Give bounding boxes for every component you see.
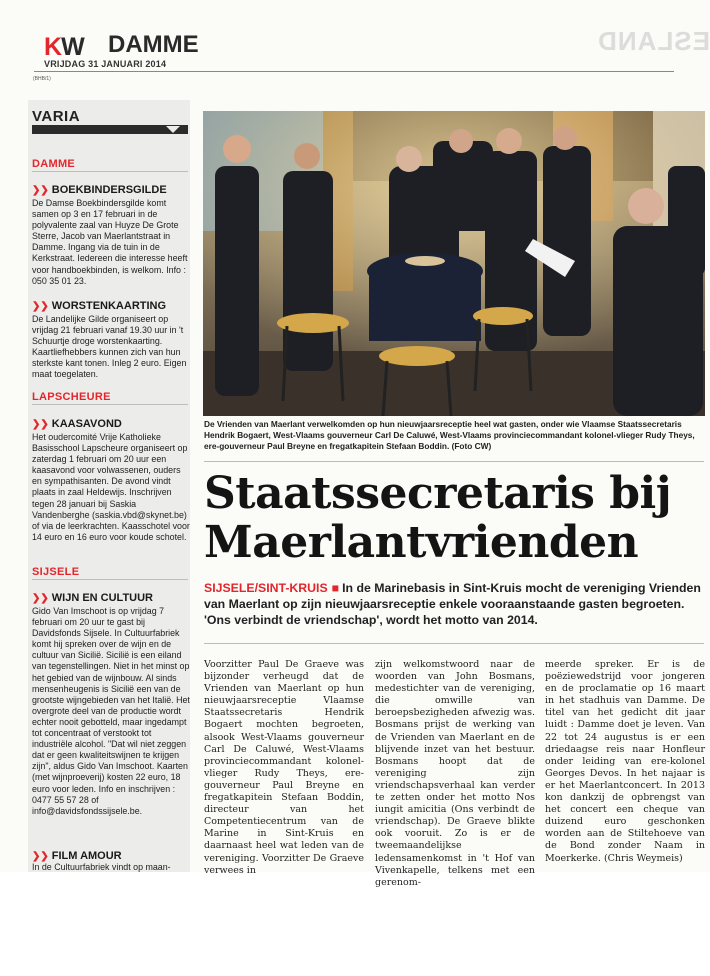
- edition-code: (BHB/1): [33, 76, 51, 82]
- lead-text: In de Marinebasis in Sint-Kruis mocht de vereniging Vrienden van Maerlant op zijn nieuwjaarsreceptie enkele vooraanstaande gasten begroeten. 'Ons verbindt de vriendschap', wordt het motto van 2014.: [204, 581, 701, 627]
- region-title: DAMME: [108, 31, 199, 58]
- headline-line-2: Maerlantvrienden: [204, 517, 639, 568]
- photo-caption: De Vrienden van Maerlant verwelkomden op hun nieuwjaarsreceptie heel wat gasten, onder wie Vlaamse Staatssecretaris Hendrik Bogaert, West-Vlaams gouverneur Carl De Caluwé, West-Vlaams provinciecommandant kolonel-vlieger Rudy Theys, ere-gouverneur Paul Breyne en fregatkapitein Stefaan Boddin. (Foto CW): [204, 419, 695, 451]
- lead-location: SIJSELE/SINT-KRUIS: [204, 581, 328, 595]
- article-lead: [204, 580, 704, 628]
- chevron-icon: ❯❯: [32, 851, 49, 862]
- chevron-icon: ❯❯: [32, 301, 49, 312]
- item-body-boekbindersgilde: De Damse Boekbindersgilde komt samen op 3 en 17 februari in de polyvalente zaal van Huyze De Grote Sterre, Jacob van Maerlantstraat in Damme. Ingang via de tuin in de Kerkstraat. Iedereen die interesse heeft voor handboekbinden, is welkom. Info : 050 35 01 23.: [32, 198, 188, 286]
- item-title-worstenkaarting: ❯❯ WORSTENKAARTING: [32, 300, 167, 312]
- chevron-icon: ❯❯: [32, 185, 49, 196]
- item-body-worstenkaarting: De Landelijke Gilde organiseert op vrijdag 21 februari vanaf 19.30 uur in 't Schuurtje droge worstenkaarting. Kaartliefhebbers kunnen zich van hun sterkste kant tonen. Inleg 2 euro. Eigen maat toegelaten.: [32, 314, 187, 380]
- item-body-wijn-en-cultuur: Gido Van Imschoot is op vrijdag 7 februari om 20 uur te gast bij Davidsfonds Sijsele. In Cultuurfabriek komt hij spreken over de wijn en de cultuur van Sicilië. Sicilië is een eiland van tegenstellingen. Niet in het minst op het gebied van de wijnbouw. Al sinds mensenheugenis is Sicilië een van de grootste wijngebieden van het Italië. Het overgrote deel van de productie wordt echter nooit gebotteld, maar ingedampt tot concentraat of verstookt tot industriële alcohol. "Dat wil niet zeggen dat er geen kwaliteitswijnen te krijgen zijn", aldus Gido Van Imschoot. Kaarten (met wijnproeverij) kosten 22 euro, 18 euro voor leden. Info en inschrijven : 0477 55 57 28 of info@davidsfondssijsele.be.: [32, 606, 190, 816]
- article-column-1: Voorzitter Paul De Graeve was bijzonder verheugd dat de Vrienden van Maerlant op hun nieuwjaarsreceptie Vlaamse Staatssecretaris Hendrik Bogaert mochten begroeten, alsook West-Vlaams gouverneur Carl De Caluwé, West-Vlaams provinciecommandant kolonel-vlieger Rudy Theys, ere-gouverneur Paul Breyne en fregatkapitein Stefaan Boddin, directeur van het Competentiecentrum van de Marine in Sint-Kruis en daarnaast heel wat leden van de vereniging. Voorzitter De Graeve verwees in: [204, 659, 364, 876]
- lead-rule: [204, 643, 704, 644]
- chevron-icon: ❯❯: [32, 593, 49, 604]
- item-body-kaasavond: Het oudercomité Vrije Katholieke Basisschool Lapscheure organiseert op zaterdag 1 februari om 20 uur een kaasavond voor volwassenen, ouders en sympathisanten. De avond vindt plaats in zaal Heldewijs. Inschrijven tegen 28 januari bij Saskia Vandenberghe (saskia.vbd@skynet.be) of via de leerkrachten. Kaasschotel voor 14 euro en 16 euro voor koude schotel.: [32, 432, 190, 542]
- kw-logo: KW: [44, 33, 84, 61]
- place-heading-damme: DAMME: [32, 158, 188, 172]
- item-title-boekbindersgilde: ❯❯ BOEKBINDERSGILDE: [32, 184, 167, 196]
- varia-title: VARIA: [32, 108, 81, 125]
- item-body-film-amour: In de Cultuurfabriek vindt op maan-: [32, 862, 171, 872]
- square-bullet-icon: ■: [331, 581, 340, 595]
- varia-bar: [32, 125, 188, 134]
- article-column-3: meerde spreker. Er is de poëziewedstrijd voor jongeren en de proclamatie op 16 maart in het stadhuis van Damme. De titel van het gedicht dit jaar luidt : Damme doet je leven. Van 22 tot 24 augustus is er een driedaagse reis naar Honfleur onder leiding van ere-kolonel Georges Devos. In het najaar is er het Maerlantconcert. In 2013 kon dankzij de opbrengst van het concert een cheque van duizend euro geschonken worden aan de Stiltehoeve van de Bond zonder Naam in Moerkerke. (Chris Weymeis): [545, 659, 705, 864]
- place-heading-lapscheure: LAPSCHEURE: [32, 391, 188, 405]
- headline-line-1: Staatssecretaris bij: [204, 468, 672, 519]
- item-title-kaasavond: ❯❯ KAASAVOND: [32, 418, 122, 430]
- chevron-icon: ❯❯: [32, 419, 49, 430]
- item-title-film-amour: ❯❯ FILM AMOUR: [32, 850, 122, 862]
- bleed-through-text: ESLAND: [597, 26, 710, 56]
- article-headline: [204, 469, 710, 567]
- item-title-wijn-en-cultuur: ❯❯ WIJN EN CULTUUR: [32, 592, 153, 604]
- issue-date: VRIJDAG 31 JANUARI 2014: [44, 59, 167, 69]
- reception-photo: [203, 111, 705, 416]
- header-rule: [34, 71, 674, 72]
- place-heading-sijsele: SIJSELE: [32, 566, 188, 580]
- caption-rule: [204, 461, 704, 462]
- article-column-2: zijn welkomstwoord naar de woorden van John Bosmans, medestichter van de vereniging, die omwille van beroepsbezigheden afwezig was. Bosmans prijst de werking van de Vrienden van Maerlant en de blijvende inzet van het bestuur. Bosmans hoopt dat de vereniging zijn vriendschapsverhaal kan verder te zetten onder het motto Nos iungit amicitia (Ons verbindt de vriendschap). De Graeve blikte ook vooruit. Zo is er de tweemaandelijkse ledensamenkomst in 't Hof van Vivenkapelle, telkens met een gerenom-: [375, 659, 535, 888]
